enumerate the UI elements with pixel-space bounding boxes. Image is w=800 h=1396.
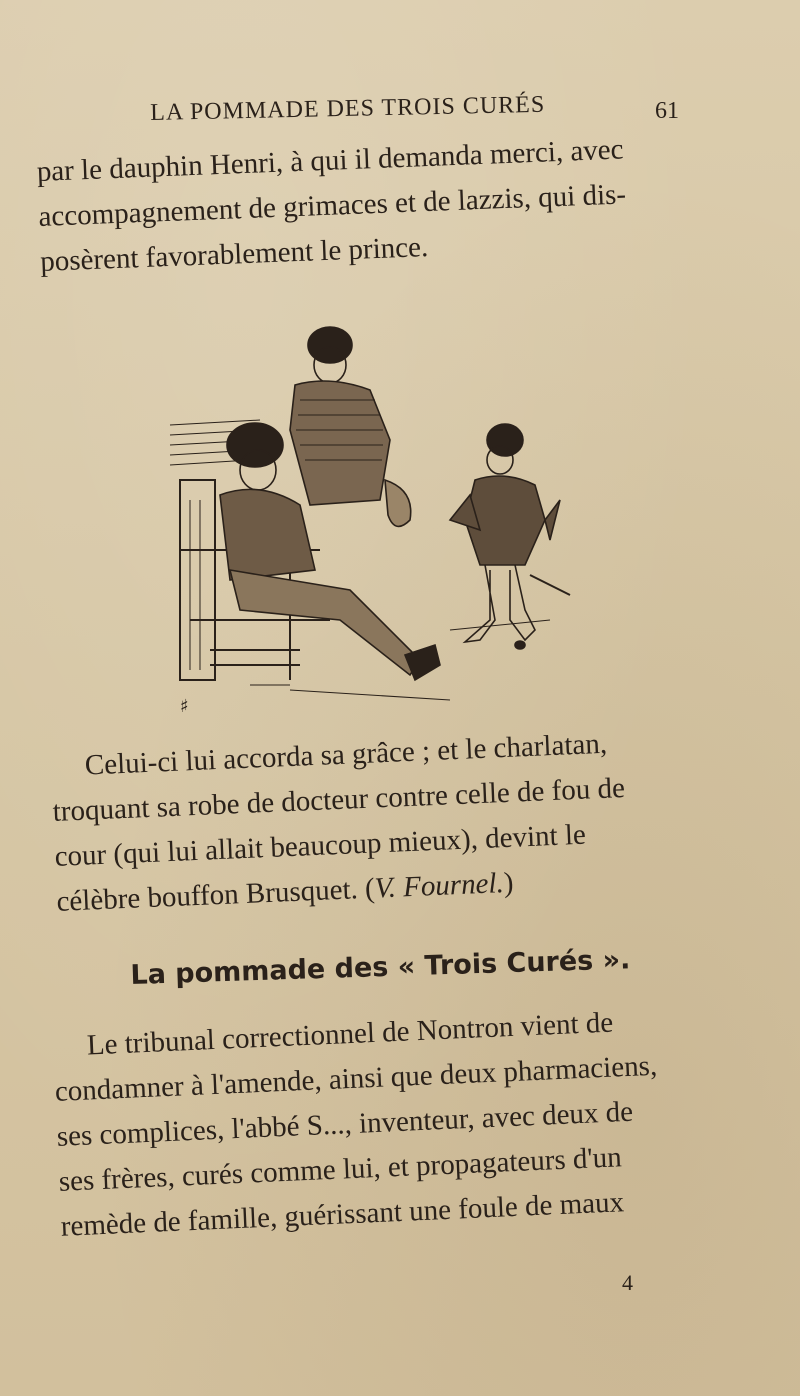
text-line: Celui-ci lui accorda sa grâce ; et le charlatan,: [84, 727, 608, 782]
section-heading: La pommade des « Trois Curés ».: [130, 944, 631, 991]
text-line: Le tribunal correctionnel de Nontron vient de: [86, 1006, 614, 1062]
signature-mark: 4: [622, 1270, 633, 1295]
running-title: LA POMMADE DES TROIS CURÉS: [150, 91, 546, 126]
text-line: remède de famille, guérissant une foule de maux: [60, 1186, 625, 1243]
paragraph-grace: [50, 721, 630, 925]
standing-courtier: [290, 327, 411, 526]
page-number: 61: [655, 98, 679, 124]
jester-figure: [450, 424, 570, 649]
text-line: troquant sa robe de docteur contre celle de fou de: [52, 771, 626, 828]
paragraph-continuation: [36, 127, 629, 284]
paragraph-tribunal: [52, 999, 664, 1250]
engraver-mark: ♯: [180, 696, 189, 717]
text-line: ses complices, l'abbé S..., inventeur, avec deux de: [56, 1095, 634, 1153]
text-line: ses frères, curés comme lui, et propagateurs d'un: [58, 1141, 623, 1198]
citation: V. Fournel.: [374, 867, 505, 905]
text-fragment: ): [503, 866, 515, 900]
text-line: posèrent favorablement le prince.: [39, 231, 429, 278]
text-line: cour (qui lui allait beaucoup mieux), devint le: [54, 818, 587, 873]
text-line: accompagnement de grimaces et de lazzis, qui dis-: [37, 178, 627, 233]
text-fragment: célèbre bouffon Brusquet. (: [55, 872, 376, 918]
engraving-illustration: [150, 320, 580, 720]
text-line: par le dauphin Henri, à qui il demanda merci, avec: [36, 133, 625, 188]
text-line: condamner à l'amende, ainsi que deux pharmaciens,: [54, 1049, 658, 1108]
